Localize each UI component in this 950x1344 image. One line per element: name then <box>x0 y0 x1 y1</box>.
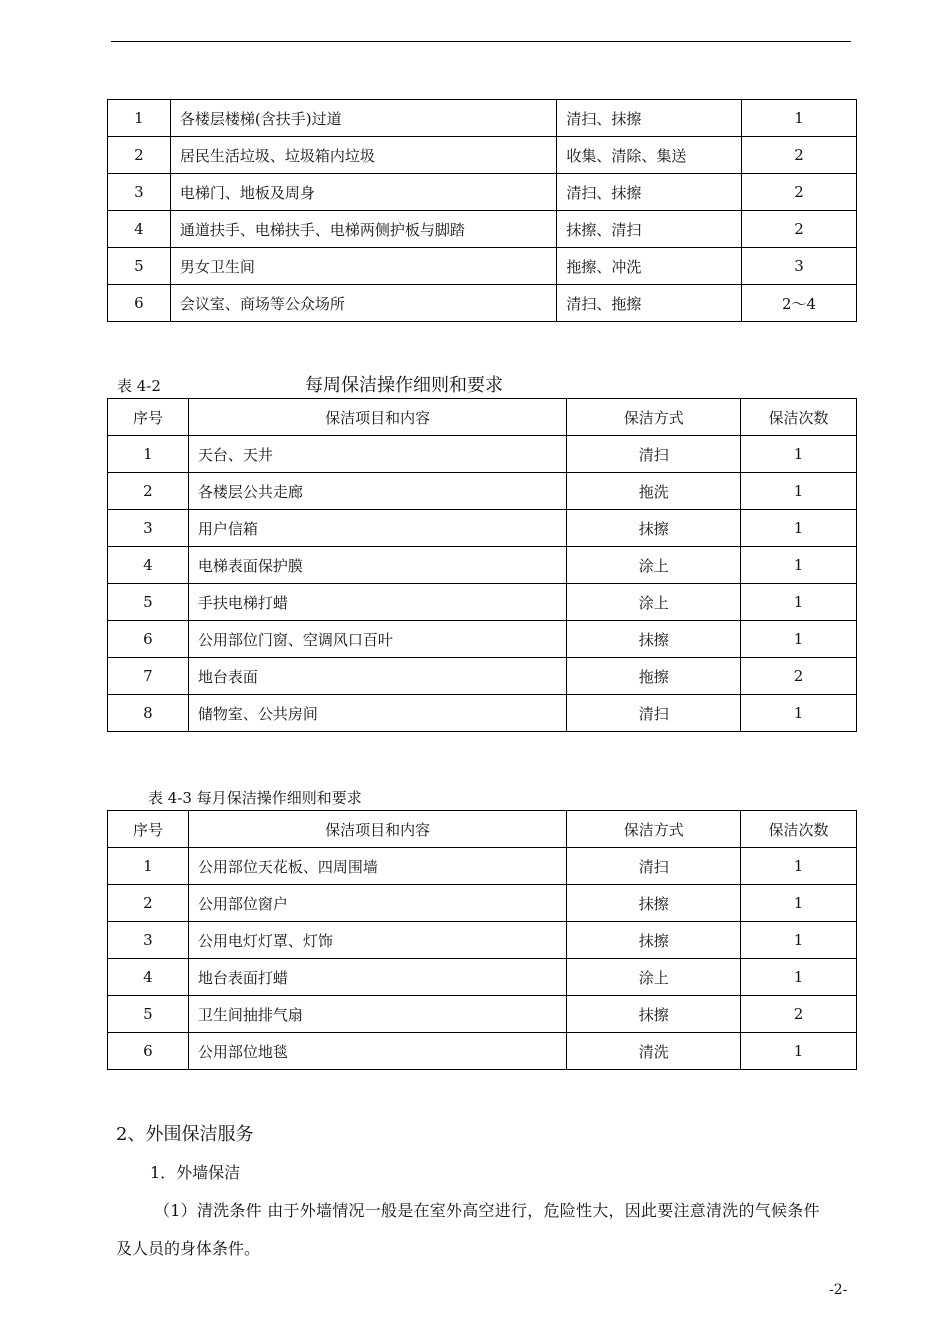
cell-index: 1 <box>108 848 189 885</box>
cell-item: 通道扶手、电梯扶手、电梯两侧护板与脚踏 <box>170 211 556 248</box>
table-row <box>108 885 857 922</box>
cell-method: 抹擦 <box>567 885 741 922</box>
cell-item: 男女卫生间 <box>170 248 556 285</box>
cell-item: 会议室、商场等公众场所 <box>170 285 556 322</box>
table-row <box>108 436 857 473</box>
cell-item: 用户信箱 <box>188 510 566 547</box>
cell-index: 3 <box>108 174 171 211</box>
cell-frequency: 2 <box>741 658 857 695</box>
cell-index: 5 <box>108 584 189 621</box>
cell-index: 1 <box>108 436 189 473</box>
table2-label: 表 4-2 <box>117 377 161 395</box>
cell-frequency: 1 <box>741 473 857 510</box>
table-row <box>108 174 857 211</box>
cell-item: 公用部位窗户 <box>188 885 566 922</box>
cell-method: 拖洗 <box>567 473 741 510</box>
cell-item: 地台表面打蜡 <box>188 959 566 996</box>
table-row <box>108 1033 857 1070</box>
cell-frequency: 1 <box>741 436 857 473</box>
cell-method: 拖擦、冲洗 <box>557 248 742 285</box>
cell-index: 6 <box>108 1033 189 1070</box>
cell-item: 公用部位门窗、空调风口百叶 <box>188 621 566 658</box>
cell-item: 卫生间抽排气扇 <box>188 996 566 1033</box>
cell-index: 3 <box>108 922 189 959</box>
cell-item: 各楼层楼梯(含扶手)过道 <box>170 100 556 137</box>
cell-frequency: 1 <box>741 959 857 996</box>
cell-frequency: 1 <box>741 621 857 658</box>
cell-item: 电梯表面保护膜 <box>188 547 566 584</box>
cell-method: 清扫、拖擦 <box>557 285 742 322</box>
cell-index: 5 <box>108 996 189 1033</box>
cell-method: 涂上 <box>567 547 741 584</box>
cell-method: 抹擦、清扫 <box>557 211 742 248</box>
cell-method: 抹擦 <box>567 510 741 547</box>
cell-item: 公用电灯灯罩、灯饰 <box>188 922 566 959</box>
header-item: 保洁项目和内容 <box>188 811 566 848</box>
table1-body <box>108 100 857 322</box>
cell-index: 4 <box>108 547 189 584</box>
table3-body <box>108 848 857 1070</box>
cell-method: 清扫 <box>567 436 741 473</box>
cell-frequency: 1 <box>741 1033 857 1070</box>
cell-index: 6 <box>108 621 189 658</box>
cell-index: 6 <box>108 285 171 322</box>
cell-index: 7 <box>108 658 189 695</box>
header-rule <box>111 41 851 42</box>
cell-index: 8 <box>108 695 189 732</box>
cell-frequency: 1 <box>742 100 857 137</box>
daily-cleaning-table <box>107 99 857 322</box>
header-item: 保洁项目和内容 <box>188 399 566 436</box>
cell-index: 2 <box>108 473 189 510</box>
cell-frequency: 1 <box>741 584 857 621</box>
cell-item: 公用部位地毯 <box>188 1033 566 1070</box>
cell-method: 涂上 <box>567 584 741 621</box>
cell-frequency: 3 <box>742 248 857 285</box>
header-index: 序号 <box>108 811 189 848</box>
cell-frequency: 1 <box>741 922 857 959</box>
cell-item: 天台、天井 <box>188 436 566 473</box>
table-header-row <box>108 399 857 436</box>
cell-index: 5 <box>108 248 171 285</box>
cell-index: 4 <box>108 959 189 996</box>
table-row <box>108 658 857 695</box>
cell-method: 抹擦 <box>567 922 741 959</box>
cell-method: 收集、清除、集送 <box>557 137 742 174</box>
cell-index: 3 <box>108 510 189 547</box>
subsection-heading: 1．外墙保洁 <box>150 1163 241 1182</box>
table-row <box>108 473 857 510</box>
monthly-cleaning-table <box>107 810 857 1070</box>
header-method: 保洁方式 <box>567 399 741 436</box>
header-frequency: 保洁次数 <box>741 399 857 436</box>
cell-frequency: 1 <box>741 547 857 584</box>
cell-frequency: 2 <box>742 137 857 174</box>
table-row <box>108 137 857 174</box>
cell-frequency: 2 <box>742 211 857 248</box>
cell-method: 清洗 <box>567 1033 741 1070</box>
table2-title: 每周保洁操作细则和要求 <box>305 375 503 396</box>
table-row <box>108 621 857 658</box>
cell-frequency: 1 <box>741 695 857 732</box>
header-frequency: 保洁次数 <box>741 811 857 848</box>
table-header-row <box>108 811 857 848</box>
table-row <box>108 510 857 547</box>
cell-item: 居民生活垃圾、垃圾箱内垃圾 <box>170 137 556 174</box>
cell-method: 拖擦 <box>567 658 741 695</box>
table-row <box>108 547 857 584</box>
section-heading: 2、外围保洁服务 <box>116 1124 254 1145</box>
cell-frequency: 1 <box>741 848 857 885</box>
table-row <box>108 248 857 285</box>
cell-item: 手扶电梯打蜡 <box>188 584 566 621</box>
cell-index: 1 <box>108 100 171 137</box>
paragraph-line-1: （1）清洗条件 由于外墙情况一般是在室外高空进行，危险性大，因此要注意清洗的气候条件 <box>154 1201 820 1220</box>
cell-item: 地台表面 <box>188 658 566 695</box>
cell-method: 清扫 <box>567 848 741 885</box>
table-row <box>108 695 857 732</box>
cell-index: 2 <box>108 885 189 922</box>
cell-method: 清扫、抹擦 <box>557 174 742 211</box>
page-number: -2- <box>829 1282 848 1298</box>
cell-frequency: 1 <box>741 885 857 922</box>
cell-method: 抹擦 <box>567 996 741 1033</box>
cell-method: 清扫、抹擦 <box>557 100 742 137</box>
cell-item: 各楼层公共走廊 <box>188 473 566 510</box>
weekly-cleaning-table <box>107 398 857 732</box>
table-row <box>108 848 857 885</box>
cell-frequency: 2 <box>742 174 857 211</box>
table-row <box>108 211 857 248</box>
table-row <box>108 100 857 137</box>
table2-body <box>108 436 857 732</box>
table-row <box>108 922 857 959</box>
cell-frequency: 2～4 <box>742 285 857 322</box>
header-method: 保洁方式 <box>567 811 741 848</box>
cell-item: 电梯门、地板及周身 <box>170 174 556 211</box>
cell-item: 储物室、公共房间 <box>188 695 566 732</box>
cell-method: 涂上 <box>567 959 741 996</box>
cell-item: 公用部位天花板、四周围墙 <box>188 848 566 885</box>
cell-index: 4 <box>108 211 171 248</box>
header-index: 序号 <box>108 399 189 436</box>
cell-method: 清扫 <box>567 695 741 732</box>
table-row <box>108 584 857 621</box>
cell-frequency: 2 <box>741 996 857 1033</box>
table-row <box>108 285 857 322</box>
cell-frequency: 1 <box>741 510 857 547</box>
table-row <box>108 959 857 996</box>
paragraph-line-2: 及人员的身体条件。 <box>116 1239 261 1258</box>
cell-method: 抹擦 <box>567 621 741 658</box>
cell-index: 2 <box>108 137 171 174</box>
table3-caption: 表 4-3 每月保洁操作细则和要求 <box>148 789 362 807</box>
table-row <box>108 996 857 1033</box>
